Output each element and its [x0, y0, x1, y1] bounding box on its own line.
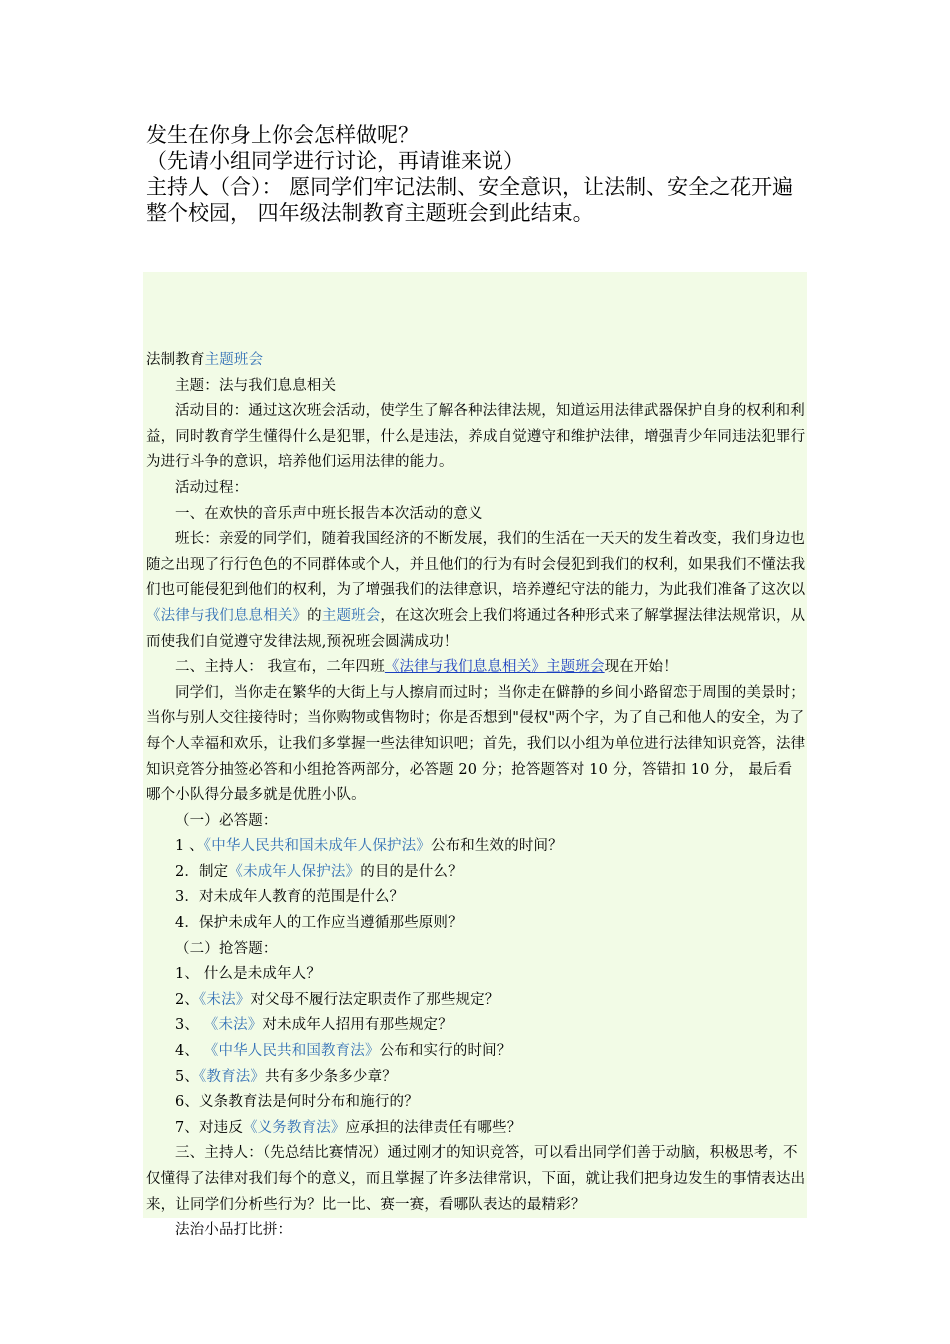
question-text: 公布和生效的时间？: [430, 838, 563, 855]
title-link[interactable]: 主题班会: [204, 352, 264, 368]
question-text: 的目的是什么？: [360, 863, 463, 880]
intro-line-2: （先请小组同学进行讨论，再请谁来说）: [146, 149, 524, 173]
required-questions-heading: （一）必答题：: [175, 812, 278, 829]
monitor-text: ，在这次班会上我们将通过各种形式来了解掌握法律法规常识，从而使我们自觉遵守发律法规,预祝班会圆满成功！: [146, 607, 806, 650]
law-link[interactable]: 《未成年人保护法》: [228, 863, 361, 880]
quick-question-2: [146, 988, 806, 1014]
question-text: 对未成年人招用有那些规定？: [262, 1017, 453, 1034]
quick-question-3: [146, 1013, 806, 1039]
theme-line: 主题：法与我们息息相关: [175, 377, 337, 394]
class-meeting-hyperlink[interactable]: 《法律与我们息息相关》主题班会: [384, 659, 605, 676]
law-link[interactable]: 《未法》: [199, 991, 251, 1008]
monitor-text: 的: [307, 607, 322, 624]
host-text: 现在开始！: [604, 659, 678, 676]
host-summary-paragraph: 三、主持人：（先总结比赛情况）通过刚才的知识竞答，可以看出同学们善于动脑，积极思考，不仅懂得了法律对我们每个的意义，而且掌握了许多法律常识，下面，就让我们把身边发生的事情表达出来，让同学们分析些行为？比一比、赛一赛，看哪队表达的最精彩？: [146, 1145, 806, 1213]
quick-question-6: 6、义条教育法是何时分布和施行的？: [175, 1094, 419, 1111]
law-link[interactable]: 《未法》: [203, 1017, 263, 1034]
intro-paragraph: 同学们，当你走在繁华的大街上与人擦肩而过时；当你走在僻静的乡间小路留恋于周围的美景时；当你与别人交往接待时；当你购物或售物时；你是否想到"侵权"两个字，为了自己和他人的安全，为了每个人幸福和欢乐，让我们多掌握一些法律知识吧；首先，我们以小组为单位进行法律知识竞答，法律知识竞答分抽签必答和小组抢答两部分，必答题 20 分；抢答题答对 10 分，答错扣 10 分， 最后看哪个小队得分最多就是优胜小队。: [146, 684, 806, 804]
question-text: 对父母不履行法定职责作了那些规定？: [250, 991, 500, 1008]
question-text: 应承担的法律责任有哪些？: [345, 1119, 522, 1136]
host-text: 二、主持人： 我宣布，二年四班: [175, 659, 385, 676]
question-number: 3、: [175, 1017, 204, 1034]
purpose-paragraph: 活动目的：通过这次班会活动，使学生了解各种法律法规，知道运用法律武器保护自身的权利和利益，同时教育学生懂得什么是犯罪，什么是违法，养成自觉遵守和维护法律，增强青少年同违法犯罪行为进行斗争的意识，培养他们运用法律的能力。: [146, 403, 806, 471]
question-number: 5、: [175, 1068, 200, 1085]
theme-title-link[interactable]: 《法律与我们息息相关》: [146, 607, 308, 624]
question-text: 共有多少条多少章？: [265, 1068, 397, 1085]
required-question-4: 4．保护未成年人的工作应当遵循那些原则？: [175, 915, 463, 932]
question-text: 2．制定: [175, 863, 229, 880]
quick-question-4: [146, 1039, 806, 1065]
law-link[interactable]: 《中华人民共和国教育法》: [203, 1043, 380, 1060]
intro-line-1: 发生在你身上你会怎样做呢？: [146, 123, 419, 147]
quick-answer-heading: （二）抢答题：: [175, 940, 278, 957]
host-announcement: [146, 655, 806, 681]
question-text: 公布和实行的时间？: [379, 1043, 512, 1060]
document-title: [146, 348, 806, 374]
class-meeting-document: [146, 348, 806, 1244]
process-heading: 活动过程：: [175, 479, 249, 496]
question-text: 7、对违反: [175, 1119, 243, 1136]
monitor-text: 班长：亲爱的同学们，随着我国经济的不断发展，我们的生活在一天天的发生着改变，我们身边也随之出现了行行色色的不同群体或个人，并且他们的行为有时会侵犯到我们的权利，如果我们不懂法我们也可能侵犯到他们的权利，为了增强我们的法律意识，培养遵纪守法的能力，为此我们准备了这次以: [146, 531, 806, 599]
question-number: 2、: [175, 991, 200, 1008]
quick-question-5: [146, 1065, 806, 1091]
skit-heading: 法治小品打比拼：: [175, 1222, 293, 1239]
intro-line-3: 主持人（合）： 愿同学们牢记法制、安全意识，让法制、安全之花开遍整个校园， 四年级法制教育主题班会到此结束。: [146, 175, 794, 225]
monitor-speech: [146, 527, 806, 655]
intro-section: [146, 122, 810, 226]
law-link[interactable]: 《教育法》: [199, 1068, 266, 1085]
title-text: 法制教育: [146, 352, 205, 368]
law-link[interactable]: 《义务教育法》: [242, 1119, 346, 1136]
question-number: 4、: [175, 1043, 204, 1060]
required-question-1: [146, 834, 806, 860]
class-meeting-link[interactable]: 主题班会: [321, 607, 381, 624]
step-one-heading: 一、在欢快的音乐声中班长报告本次活动的意义: [175, 505, 483, 522]
required-question-2: [146, 860, 806, 886]
required-question-3: 3．对未成年人教育的范围是什么？: [175, 889, 405, 906]
quick-question-1: 1、 什么是未成年人？: [175, 966, 321, 983]
law-link[interactable]: 《中华人民共和国未成年人保护法》: [203, 838, 431, 855]
question-number: 1 、: [175, 838, 204, 855]
quick-question-7: [146, 1116, 806, 1142]
